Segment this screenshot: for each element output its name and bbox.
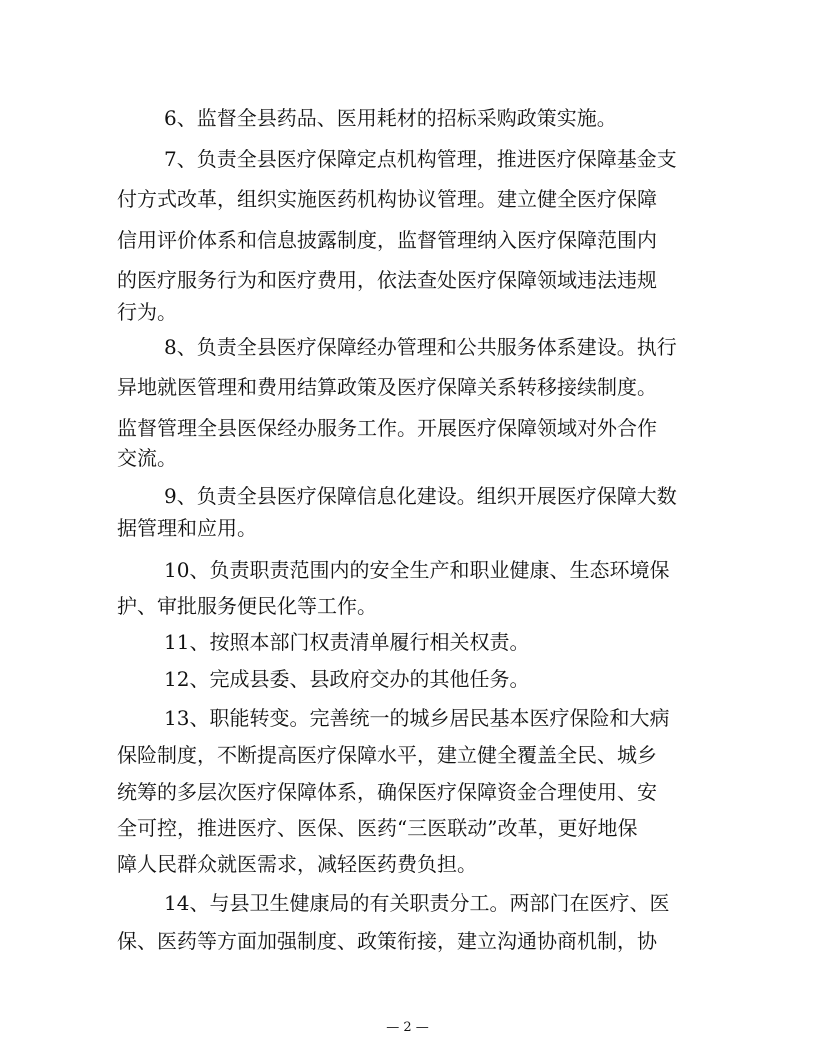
text-line-8: 异地就医管理和费用结算政策及医疗保障关系转移接续制度。 [117, 375, 657, 399]
text-line-16: 12、完成县委、县政府交办的其他任务。 [164, 667, 530, 691]
text-line-10: 交流。 [117, 446, 177, 470]
text-line-18: 保险制度，不断提高医疗保障水平，建立健全覆盖全民、城乡 [117, 743, 657, 767]
text-line-5: 的医疗服务行为和医疗费用，依法查处医疗保障领域违法违规 [117, 268, 657, 292]
text-line-12: 据管理和应用。 [117, 516, 257, 540]
text-line-3: 付方式改革，组织实施医药机构协议管理。建立健全医疗保障 [117, 187, 657, 211]
text-line-4: 信用评价体系和信息披露制度，监督管理纳入医疗保障范围内 [117, 228, 657, 252]
text-line-17: 13、职能转变。完善统一的城乡居民基本医疗保险和大病 [164, 706, 670, 730]
text-line-15: 11、按照本部门权责清单履行相关权责。 [164, 630, 530, 654]
text-line-14: 护、审批服务便民化等工作。 [117, 594, 377, 618]
text-line-19: 统筹的多层次医疗保障体系，确保医疗保障资金合理使用、安 [117, 780, 657, 804]
text-line-7: 8、负责全县医疗保障经办管理和公共服务体系建设。执行 [164, 335, 677, 359]
text-line-6: 行为。 [117, 300, 177, 324]
text-line-21: 障人民群众就医需求，减轻医药费负担。 [117, 852, 477, 876]
text-line-9: 监督管理全县医保经办服务工作。开展医疗保障领域对外合作 [117, 416, 657, 440]
text-line-2: 7、负责全县医疗保障定点机构管理，推进医疗保障基金支 [164, 147, 677, 171]
text-line-11: 9、负责全县医疗保障信息化建设。组织开展医疗保障大数 [164, 484, 677, 508]
page-number: — 2 — [386, 1020, 429, 1035]
text-line-23: 保、医药等方面加强制度、政策衔接，建立沟通协商机制，协 [117, 929, 657, 953]
text-line-20: 全可控，推进医疗、医保、医药“三医联动”改革，更好地保 [117, 816, 638, 840]
text-line-13: 10、负责职责范围内的安全生产和职业健康、生态环境保 [164, 558, 670, 582]
text-line-22: 14、与县卫生健康局的有关职责分工。两部门在医疗、医 [164, 891, 670, 915]
text-line-1: 6、监督全县药品、医用耗材的招标采购政策实施。 [164, 106, 617, 130]
